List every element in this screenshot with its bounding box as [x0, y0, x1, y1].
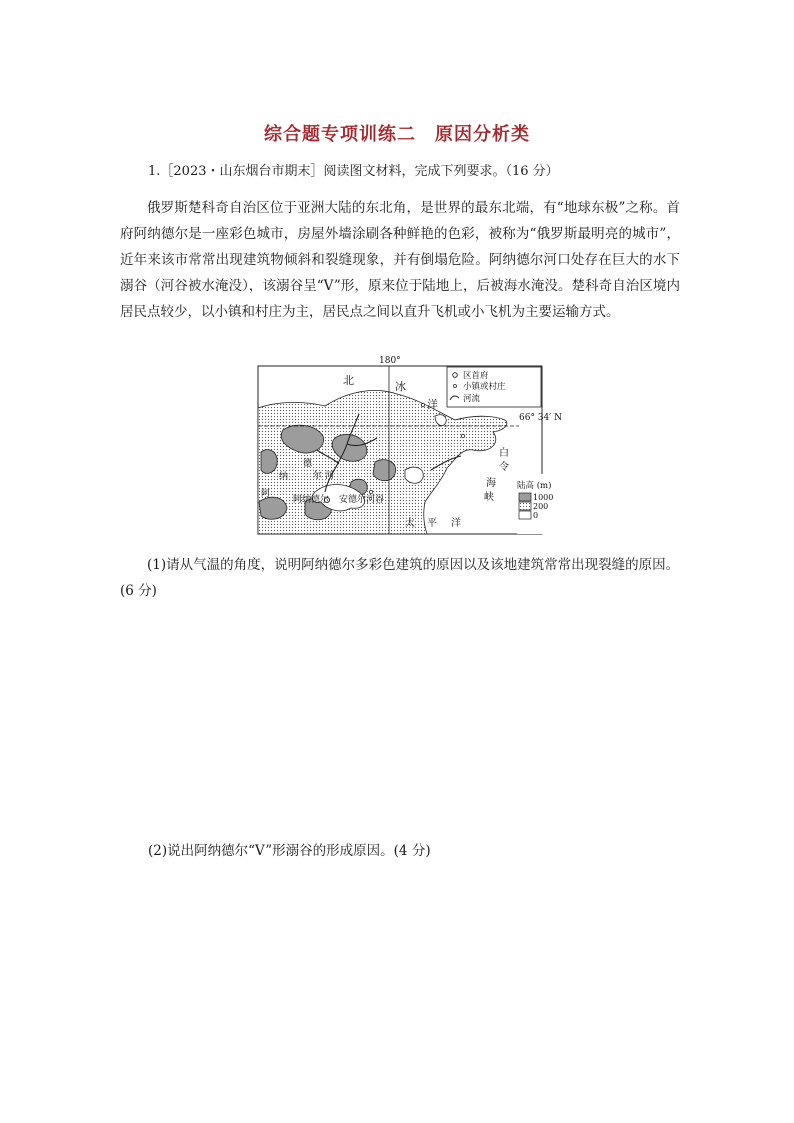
page-title: 综合题专项训练二 原因分析类: [264, 124, 530, 145]
label-north: 洋: [427, 398, 438, 411]
elevation-title: 陆高 (m): [517, 481, 552, 491]
material-paragraph: 俄罗斯楚科奇自治区位于亚洲大陆的东北角，是世界的最东北端，有“地球东极”之称。首府阿纳德尔是一座彩色城市，房屋外墙涂刷各种鲜艳的色彩，被称为“俄罗斯最明亮的城市”，近年来该市常常出现建筑物倾斜和裂缝现象，并有倒塌危险。阿纳德尔河口处存在巨大的水下溺谷（河谷被水淹没），该溺谷呈“V”形，原来位于陆地上，后被海水淹没。楚科奇自治区境内居民点较少，以小镇和村庄为主，居民点之间以直升飞机或小飞机为主要运输方式。: [120, 200, 680, 320]
label-pacific: 太: [405, 518, 415, 529]
latitude-label: 66° 34′ N: [519, 413, 563, 423]
town-marker: [461, 434, 464, 437]
swatch-1000: [519, 493, 531, 501]
legend: [447, 367, 541, 407]
label-strait: 白: [499, 448, 509, 459]
label-river: 河: [325, 471, 335, 481]
label-pacific: 洋: [451, 518, 461, 529]
label-strait: 海: [486, 478, 496, 489]
elevation-legend: [517, 474, 553, 534]
town-legend-icon: [454, 385, 457, 388]
level-200: 200: [533, 502, 549, 511]
legend-capital: 区首府: [463, 371, 489, 381]
sub-question-2: (2)说出阿纳德尔“V”形溺谷的形成原因。(4 分): [148, 843, 431, 859]
label-river: 阿: [261, 489, 271, 499]
swatch-200: [519, 502, 531, 510]
label-river: 纳: [279, 472, 289, 482]
city-label: 阿纳德尔: [293, 495, 330, 505]
level-1000: 1000: [533, 493, 554, 502]
town-marker: [421, 403, 424, 406]
label-river: 尔: [313, 471, 323, 481]
label-pacific: 平: [427, 518, 437, 529]
label-strait: 令: [499, 462, 509, 473]
chukotka-map: [255, 352, 563, 537]
capital-legend-icon: [453, 373, 458, 378]
question-header: 1.［2023・山东烟台市期末］阅读图文材料，完成下列要求。（16 分）: [148, 164, 559, 179]
label-river: 德: [303, 459, 313, 469]
level-0: 0: [533, 511, 539, 520]
label-strait: 峡: [484, 492, 494, 503]
valley-label: 安德尔河谷: [339, 495, 385, 505]
legend-river: 河流: [463, 394, 481, 404]
sub-question-1: (1)请从气温的角度，说明阿纳德尔多彩色建筑的原因以及该地建筑常常出现裂缝的原因。(6 分): [120, 557, 680, 599]
legend-town: 小镇或村庄: [463, 382, 506, 392]
town-marker: [369, 490, 372, 493]
swatch-0: [519, 511, 531, 519]
label-north: 北: [343, 374, 354, 387]
meridian-label: 180°: [379, 356, 401, 366]
label-north: 冰: [395, 380, 406, 393]
